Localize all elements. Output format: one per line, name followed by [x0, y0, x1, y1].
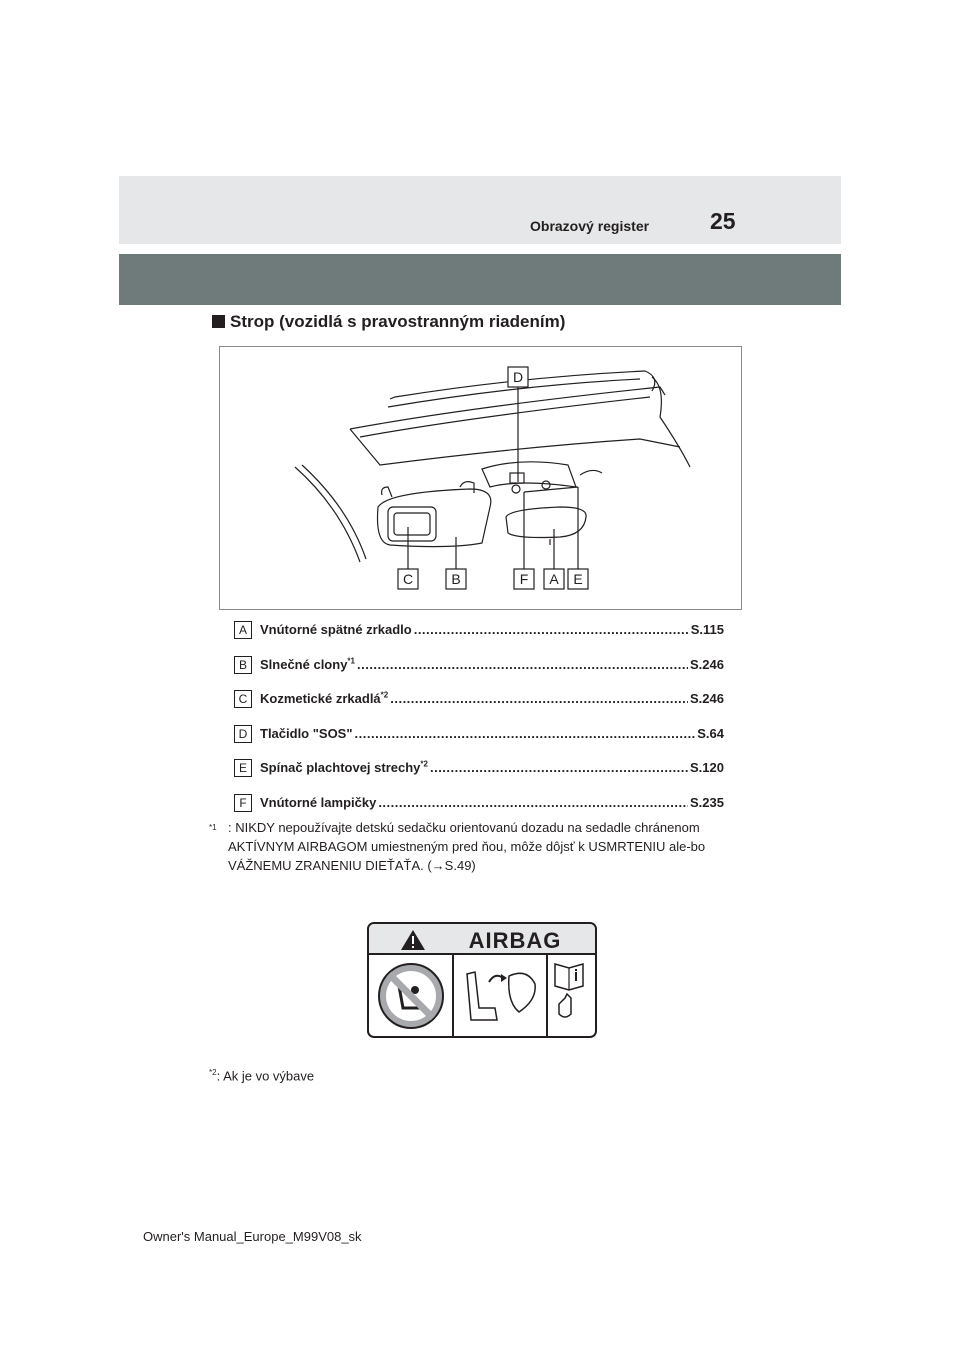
- label-a: A: [549, 571, 559, 587]
- list-item: [234, 618, 724, 653]
- footnote-1: [209, 818, 749, 875]
- footnote-2-text: : Ak je vo výbave: [216, 1068, 315, 1084]
- airbag-warning-drawing: [369, 924, 595, 1036]
- page-footer: Owner's Manual_Europe_M99V08_sk: [143, 1229, 362, 1244]
- list-item: [234, 722, 724, 757]
- no-rear-facing-seat-icon: [379, 964, 443, 1028]
- section-heading: Strop (vozidlá s pravostranným riadením): [212, 312, 565, 332]
- item-page-ref: S.246: [690, 656, 724, 672]
- ceiling-illustration: [219, 346, 742, 610]
- item-page-ref: S.235: [690, 794, 724, 810]
- footnote-1-text: : NIKDY nepoužívajte detskú sedačku orientovanú dozadu na sedadle chránenom AKTÍVNYM AIRBAGOM umiestneným pred ňou, môže dôjsť k USMRTENIU ale-bo VÁŽNEMU ZRANENIU DIEŤAŤA. (→S.49): [228, 820, 706, 873]
- item-letter: A: [234, 621, 252, 639]
- owners-manual-icon: [555, 964, 583, 1017]
- item-label: Vnútorné lampičky: [260, 794, 377, 810]
- item-letter: B: [234, 656, 252, 674]
- seat-airbag-icon: [467, 972, 535, 1020]
- airbag-title: AIRBAG: [468, 928, 562, 953]
- item-letter: F: [234, 794, 252, 812]
- item-page-ref: S.64: [697, 725, 724, 741]
- list-item: [234, 687, 724, 722]
- item-letter: E: [234, 759, 252, 777]
- list-item: [234, 653, 724, 688]
- label-c: C: [402, 571, 414, 587]
- airbag-warning-label: [367, 922, 597, 1038]
- header-bar: [119, 254, 841, 305]
- page-number: 25: [710, 208, 736, 234]
- label-d: D: [512, 369, 524, 385]
- item-letter: D: [234, 725, 252, 743]
- label-b: B: [451, 571, 461, 587]
- item-page-ref: S.120: [690, 760, 724, 775]
- item-page-ref: S.115: [690, 622, 724, 637]
- item-list: [234, 618, 724, 825]
- item-label: Slnečné clony: [260, 656, 348, 672]
- ceiling-drawing: [220, 347, 741, 609]
- item-label: Spínač plachtovej strechy: [260, 760, 421, 775]
- item-letter: C: [234, 690, 252, 708]
- item-label: Kozmetické zrkadlá: [260, 691, 381, 706]
- footnote-1-marker: *1: [209, 823, 217, 832]
- label-e: E: [573, 571, 583, 587]
- item-label: Tlačidlo "SOS": [260, 725, 353, 741]
- item-page-ref: S.246: [690, 691, 724, 706]
- item-footnote-ref: *2: [380, 690, 389, 700]
- item-footnote-ref: *1: [347, 656, 355, 666]
- footnote-2: [209, 1068, 314, 1083]
- item-label: Vnútorné spätné zrkadlo: [260, 622, 412, 637]
- label-f: F: [519, 571, 529, 587]
- item-footnote-ref: *2: [420, 759, 428, 769]
- section-title: Obrazový register: [530, 218, 650, 234]
- footnote-2-marker: *2: [209, 1068, 217, 1077]
- square-bullet-icon: [212, 315, 225, 328]
- list-item: [234, 756, 724, 791]
